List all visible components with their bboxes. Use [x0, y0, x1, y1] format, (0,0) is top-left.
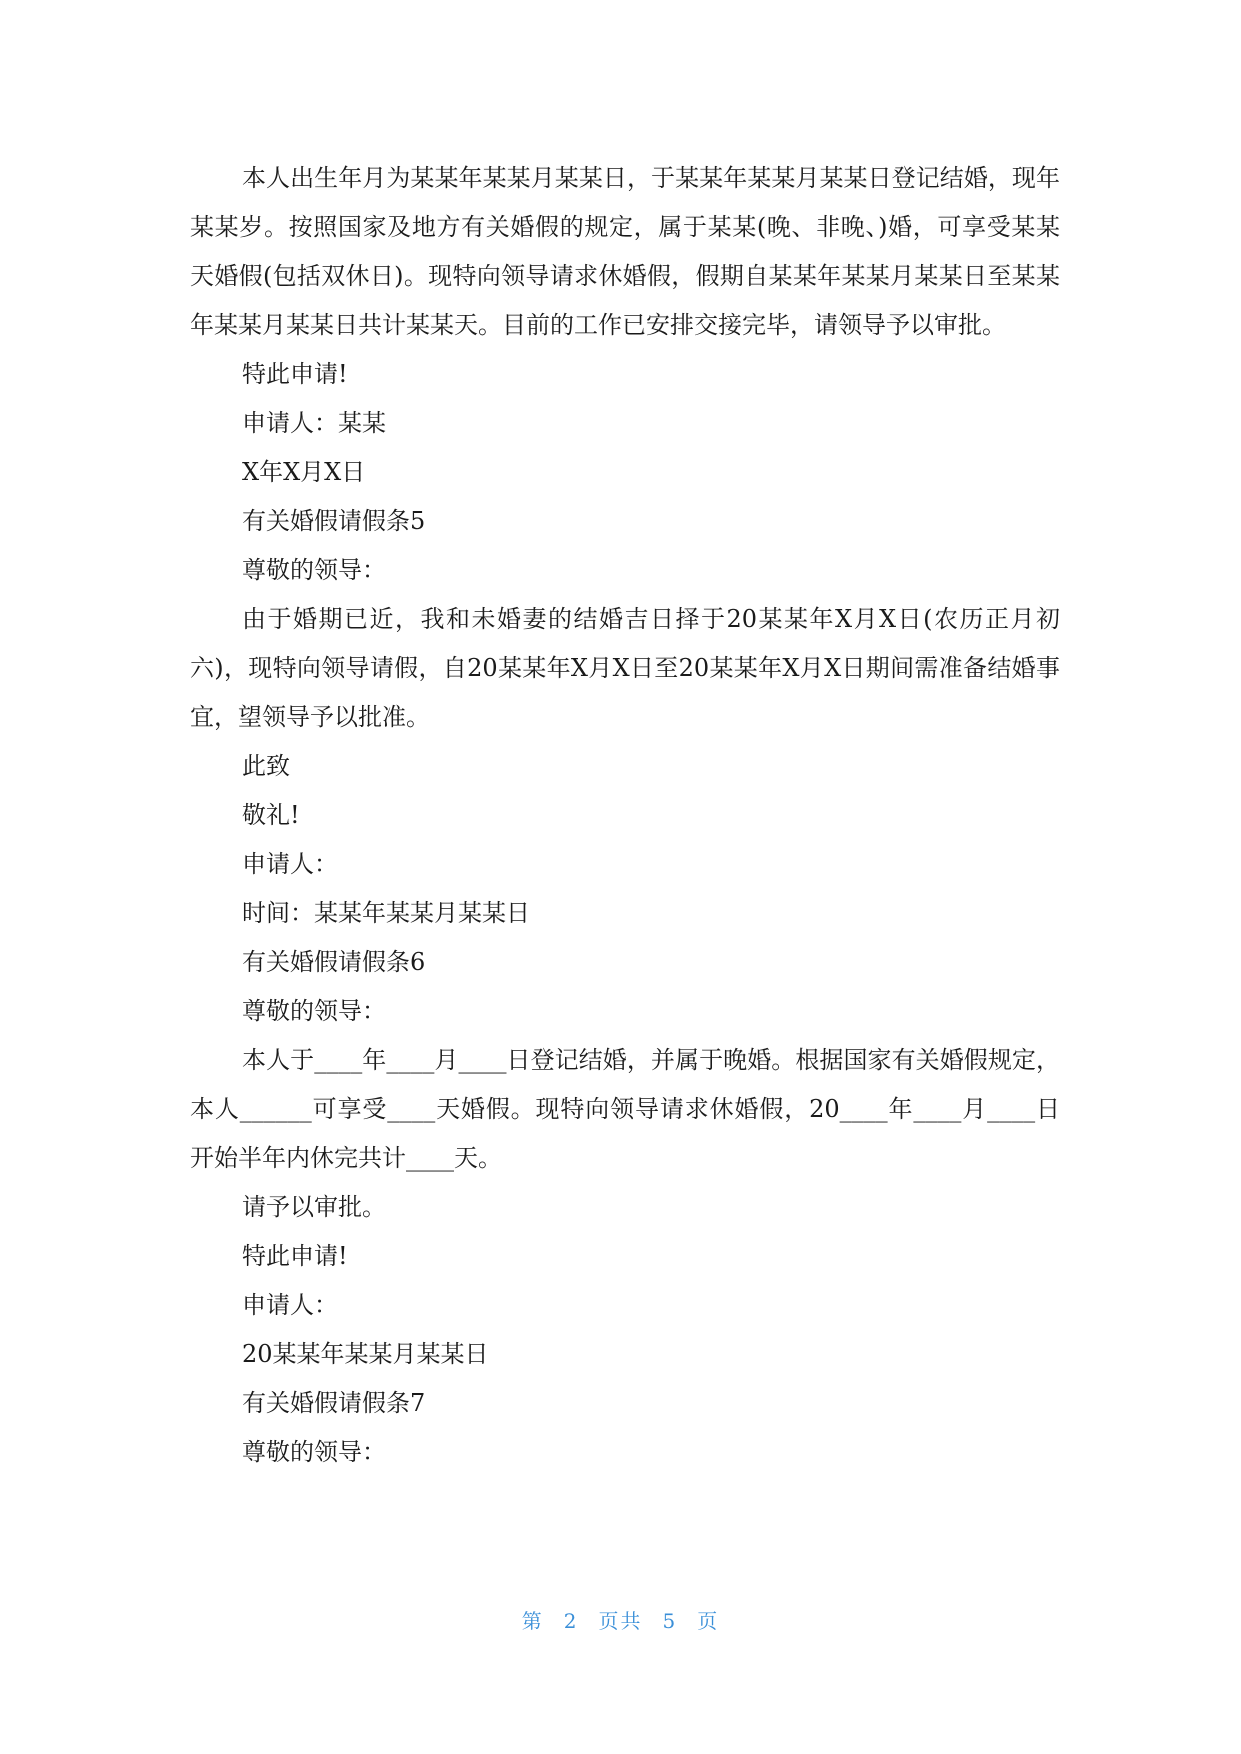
date-line: X年X月X日: [242, 458, 366, 486]
closing-text: 特此申请!: [242, 360, 348, 388]
applicant-line: 申请人：某某: [242, 409, 386, 437]
closing-text: 敬礼!: [242, 801, 300, 829]
footer-suffix: 页: [697, 1609, 720, 1633]
salutation: 尊敬的领导：: [242, 997, 386, 1025]
page-number-footer: [0, 1605, 1241, 1634]
paragraph-application-body: 本人出生年月为某某年某某月某某日，于某某年某某月某某日登记结婚，现年某某岁。按照国家及地方有关婚假的规定，属于某某(晚、非晚、)婚，可享受某某天婚假(包括双休日)。现特向领导请求休婚假，假期自某某年某某月某某日至某某年某某月某某日共计某某天。目前的工作已安排交接完毕，请领导予以审批。: [190, 164, 1060, 339]
date-line: 20某某年某某月某某日: [242, 1340, 489, 1368]
date-line: 时间：某某年某某月某某日: [242, 899, 530, 927]
paragraph-application-body: 由于婚期已近，我和未婚妻的结婚吉日择于20某某年X月X日(农历正月初六)，现特向领导请假，自20某某年X月X日至20某某年X月X日期间需准备结婚事宜，望领导予以批准。: [190, 605, 1060, 731]
paragraph-application-body: 本人于____年____月____日登记结婚，并属于晚婚。根据国家有关婚假规定，本人______可享受____天婚假。现特向领导请求休婚假，20____年____月____日开始半年内休完共计____天。: [190, 1046, 1060, 1172]
closing-text: 特此申请!: [242, 1242, 348, 1270]
footer-current-page: 2: [563, 1609, 579, 1633]
document-body: [190, 154, 1060, 1477]
applicant-line: 申请人：: [242, 850, 338, 878]
applicant-line: 申请人：: [242, 1291, 338, 1319]
salutation: 尊敬的领导：: [242, 556, 386, 584]
closing-text: 请予以审批。: [242, 1193, 386, 1221]
closing-text: 此致: [242, 752, 290, 780]
footer-total-pages: 5: [662, 1609, 678, 1633]
section-heading: 有关婚假请假条5: [242, 507, 426, 535]
section-heading: 有关婚假请假条7: [242, 1389, 426, 1417]
footer-middle: 页共: [598, 1609, 643, 1633]
footer-prefix: 第: [521, 1609, 544, 1633]
salutation: 尊敬的领导：: [242, 1438, 386, 1466]
section-heading: 有关婚假请假条6: [242, 948, 426, 976]
